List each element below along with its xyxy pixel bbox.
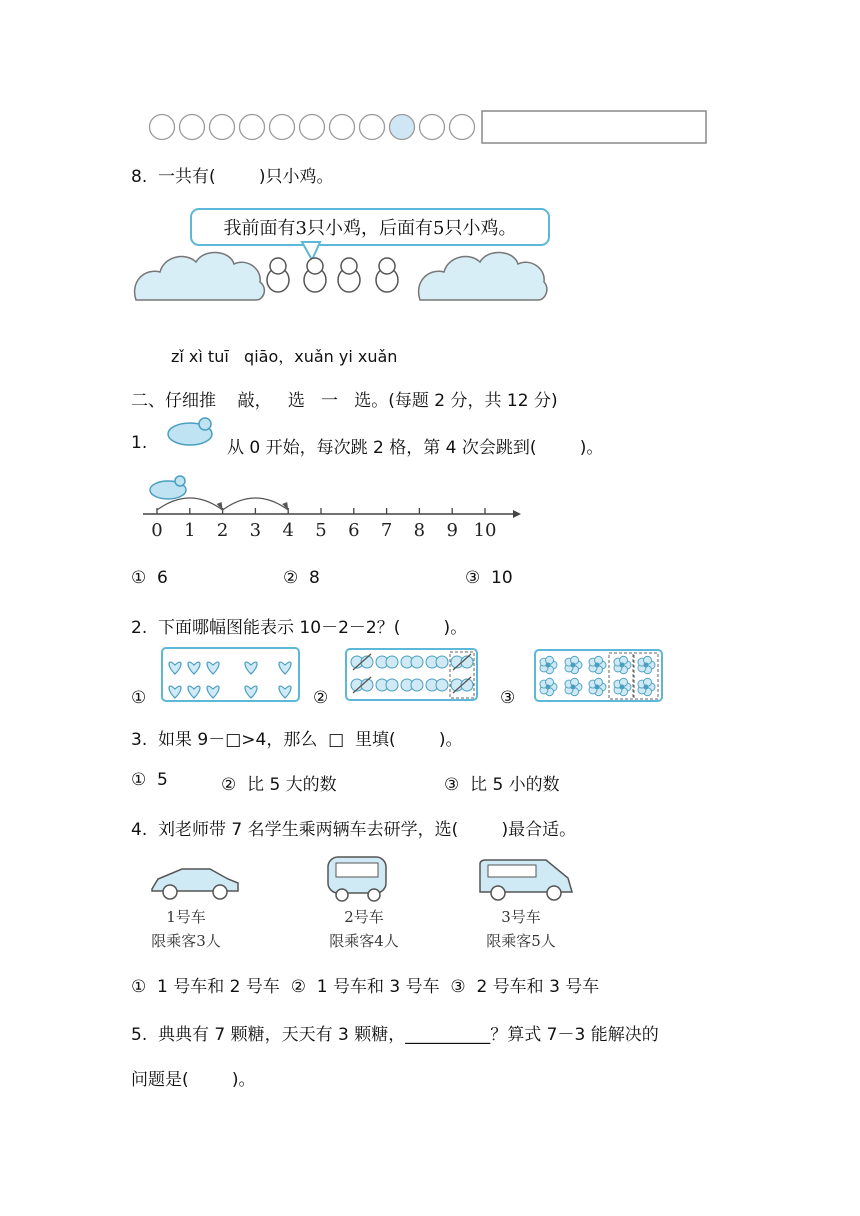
q1-number: 1. [131, 433, 148, 453]
number-line-label: 8 [413, 520, 426, 541]
pinyin-line: zǐ xì tuī qiāo，xuǎn yi xuǎn [171, 347, 398, 366]
q2-label-2[interactable]: ② [313, 688, 329, 708]
number-line-label: 0 [151, 520, 163, 541]
chick-icon [267, 258, 398, 292]
q3-option-1[interactable]: ① 5 [131, 770, 168, 790]
q1-text: 从 0 开始，每次跳 2 格，第 4 次会跳到( )。 [227, 438, 604, 458]
bead [420, 115, 445, 140]
frog-icon [150, 476, 186, 499]
q2-label-1[interactable]: ① [131, 688, 147, 708]
q5-line-1: 5. 典典有 7 颗糖，天天有 3 颗糖，__________？算式 7－3 能解决的 [131, 1025, 659, 1045]
car-2-capacity: 限乘客4人 [329, 932, 399, 950]
bead [240, 115, 265, 140]
cloud-left-icon [135, 252, 265, 300]
bead [210, 115, 235, 140]
section-title: 二、仔细推 敲， 选 一 选。(每题 2 分，共 12 分) [131, 391, 558, 411]
frog-icon [160, 414, 220, 450]
van-icon [476, 854, 576, 902]
speech-bubble-text: 我前面有3只小鸡，后面有5只小鸡。 [223, 218, 517, 239]
bus-icon [324, 851, 392, 903]
car-icon [148, 855, 242, 901]
q1-option-3[interactable]: ③ 10 [465, 568, 513, 588]
number-line [135, 466, 525, 546]
bead [360, 115, 385, 140]
bead [330, 115, 355, 140]
bead-row-graphic [148, 110, 708, 144]
number-line-label: 4 [282, 520, 294, 541]
q2-label-3[interactable]: ③ [500, 688, 516, 708]
chicks-scene [130, 238, 550, 310]
car-3-capacity: 限乘客5人 [486, 932, 556, 950]
number-line-arrow [513, 510, 521, 518]
number-line-label: 6 [348, 520, 360, 541]
number-line-label: 2 [216, 520, 229, 541]
answer-box[interactable] [482, 111, 706, 143]
q1-option-2[interactable]: ② 8 [283, 568, 320, 588]
bead [180, 115, 205, 140]
car-1-capacity: 限乘客3人 [151, 932, 221, 950]
bead [150, 115, 175, 140]
bubble-tail [302, 242, 320, 260]
q3-option-3[interactable]: ③ 比 5 小的数 [444, 775, 560, 795]
q1-option-1[interactable]: ① 6 [131, 568, 168, 588]
number-line-label: 9 [446, 520, 458, 541]
q5-line-2: 问题是( )。 [131, 1070, 256, 1090]
q8-text: 8. 一共有( )只小鸡。 [131, 167, 334, 187]
number-line-label: 10 [473, 520, 497, 541]
q4-text: 4. 刘老师带 7 名学生乘两辆车去研学，选( )最合适。 [131, 820, 577, 840]
bead-highlighted [390, 115, 415, 140]
car-3-name: 3号车 [501, 908, 541, 926]
number-line-label: 5 [315, 520, 327, 541]
bead-row [148, 110, 708, 144]
q3-option-2[interactable]: ② 比 5 大的数 [221, 775, 337, 795]
number-line-label: 1 [184, 520, 196, 541]
number-line-label: 7 [380, 520, 393, 541]
butterflies-picture [345, 648, 479, 702]
hearts-picture [161, 647, 301, 703]
bead [300, 115, 325, 140]
cloud-right-icon [419, 252, 547, 300]
car-2-name: 2号车 [344, 908, 384, 926]
q2-text: 2. 下面哪幅图能表示 10－2－2？( )。 [131, 618, 468, 638]
q4-options[interactable]: ① 1 号车和 2 号车 ② 1 号车和 3 号车 ③ 2 号车和 3 号车 [131, 977, 600, 997]
flowers-picture [534, 649, 664, 703]
q3-text: 3. 如果 9－□>4，那么 □ 里填( )。 [131, 730, 463, 750]
number-line-label: 3 [249, 520, 262, 541]
bead [450, 115, 475, 140]
bead [270, 115, 295, 140]
car-1-name: 1号车 [166, 908, 206, 926]
